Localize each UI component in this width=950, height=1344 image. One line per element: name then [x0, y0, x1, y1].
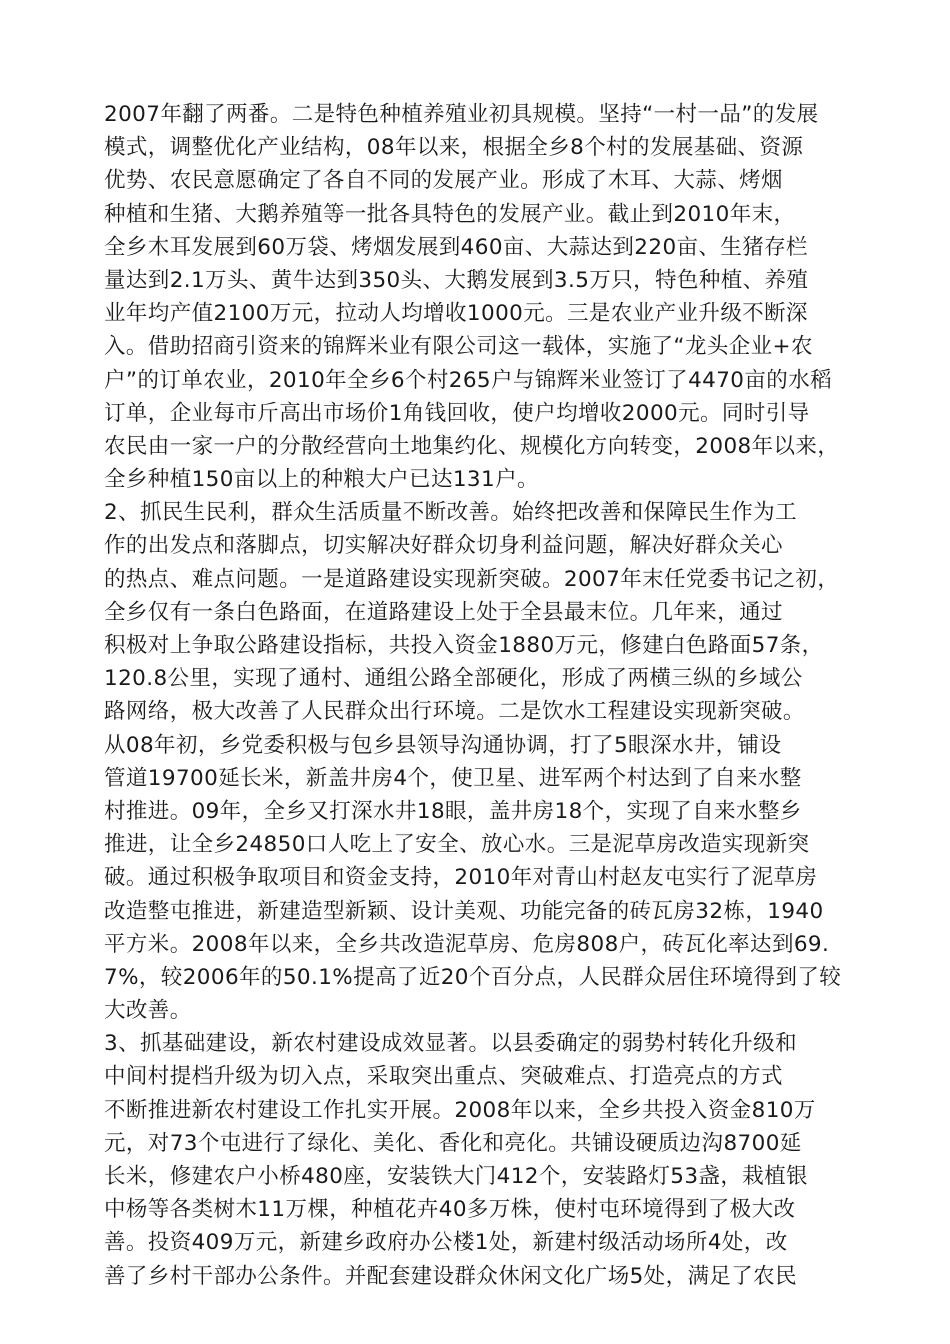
text-line: 业年均产值2100万元，拉动人均增收1000元。三是农业产业升级不断深	[104, 301, 808, 327]
text-line: 订单，企业每市斤高出市场价1角钱回收，使户均增收2000元。同时引导	[104, 400, 810, 426]
text-line: 推进，让全乡24850口人吃上了安全、放心水。三是泥草房改造实现新突	[104, 832, 810, 858]
text-line: 善。投资409万元，新建乡政府办公楼1处，新建村级活动场所4处，改	[104, 1230, 788, 1256]
text-line: 的热点、难点问题。一是道路建设实现新突破。2007年末任党委书记之初，	[104, 566, 840, 592]
text-line: 中间村提档升级为切入点，采取突出重点、突破难点、打造亮点的方式	[104, 1064, 783, 1090]
text-line: 全乡木耳发展到60万袋、烤烟发展到460亩、大蒜达到220亩、生猪存栏	[104, 234, 808, 260]
text-line: 7%，较2006年的50.1%提高了近20个百分点，人民群众居住环境得到了较	[104, 964, 842, 990]
text-line: 2007年翻了两番。二是特色种植养殖业初具规模。坚持“一村一品”的发展	[104, 102, 819, 127]
text-line: 从08年初，乡党委积极与包乡县领导沟通协调，打了5眼深水井，铺设	[104, 732, 782, 758]
text-line: 中杨等各类树木11万棵，种植花卉40多万株，使村屯环境得到了极大改	[104, 1197, 796, 1223]
text-line: 入。借助招商引资来的锦辉米业有限公司这一载体，实施了“龙头企业+农	[104, 334, 813, 360]
text-line: 不断推进新农村建设工作扎实开展。2008年以来，全乡共投入资金810万	[104, 1097, 816, 1123]
text-line: 模式，调整优化产业结构，08年以来，根据全乡8个村的发展基础、资源	[104, 135, 804, 161]
text-line: 村推进。09年，全乡又打深水井18眼，盖井房18个，实现了自来水整乡	[104, 798, 802, 824]
text-line: 改造整屯推进，新建造型新颖、设计美观、功能完备的砖瓦房32栋，1940	[104, 898, 824, 924]
text-line: 种植和生猪、大鹅养殖等一批各具特色的发展产业。截止到2010年末，	[104, 201, 796, 227]
body-text	[104, 98, 864, 1293]
section-heading-line: 3、抓基础建设，新农村建设成效显著。以县委确定的弱势村转化升级和	[104, 1031, 797, 1057]
text-line: 作的出发点和落脚点，切实解决好群众切身利益问题，解决好群众关心	[104, 533, 783, 559]
text-line: 户”的订单农业，2010年全乡6个村265户与锦辉米业签订了4470亩的水稻	[104, 367, 832, 393]
text-line: 农民由一家一户的分散经营向土地集约化、规模化方向转变，2008年以来，	[104, 433, 840, 459]
text-line: 长米，修建农户小桥480座，安装铁大门412个，安装路灯53盏，栽植银	[104, 1164, 808, 1189]
section-heading-line: 2、抓民生民利，群众生活质量不断改善。始终把改善和保障民生作为工	[104, 500, 797, 526]
text-line: 元，对73个屯进行了绿化、美化、香化和亮化。共铺设硬质边沟8700延	[104, 1130, 802, 1156]
text-line: 善了乡村干部办公条件。并配套建设群众休闲文化广场5处，满足了农民	[104, 1263, 797, 1289]
text-line: 破。通过积极争取项目和资金支持，2010年对青山村赵友屯实行了泥草房	[104, 865, 818, 891]
text-line: 路网络，极大改善了人民群众出行环境。二是饮水工程建设实现新突破。	[104, 699, 805, 725]
text-line: 120.8公里，实现了通村、通组公路全部硬化，形成了两横三纵的乡域公	[104, 666, 803, 692]
text-line: 大改善。	[104, 998, 192, 1024]
text-line: 管道19700延长米，新盖井房4个，使卫星、进军两个村达到了自来水整	[104, 765, 802, 791]
text-line: 优势、农民意愿确定了各自不同的发展产业。形成了木耳、大蒜、烤烟	[104, 168, 783, 194]
text-line: 全乡仅有一条白色路面，在道路建设上处于全县最末位。几年来，通过	[104, 599, 783, 625]
text-line: 平方米。2008年以来，全乡共改造泥草房、危房808户，砖瓦化率达到69.	[104, 931, 830, 957]
text-line: 积极对上争取公路建设指标，共投入资金1880万元，修建白色路面57条，	[104, 633, 824, 658]
text-line: 全乡种植150亩以上的种粮大户已达131户。	[104, 467, 539, 493]
text-line: 量达到2.1万头、黄牛达到350头、大鹅发展到3.5万只，特色种植、养殖	[104, 267, 809, 293]
